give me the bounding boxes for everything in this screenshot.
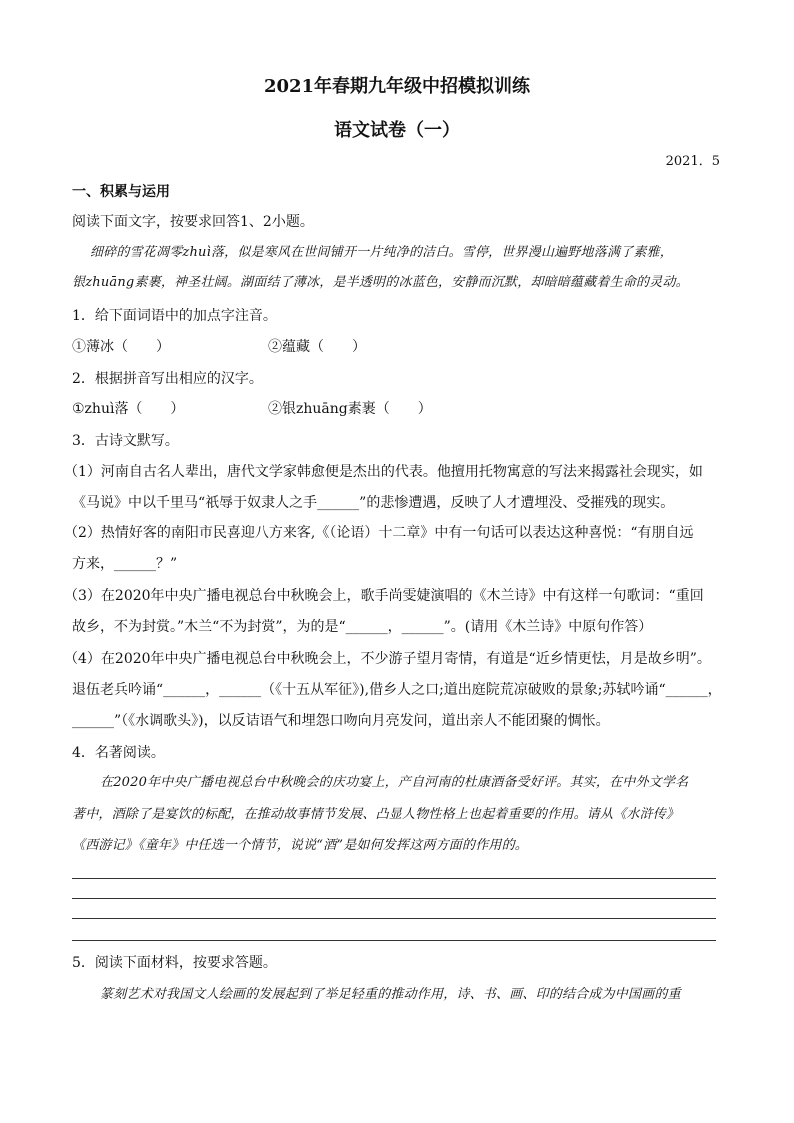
question-3-part-4: （4）在2020年中央广播电视总台中秋晚会上，不少游子望月寄情，有道是“近乡情更怯，月是故乡明”。 [64,651,711,667]
answer-line[interactable] [72,878,716,879]
question-2-option-b: ②银zhuāng素裹（ ） [268,401,432,417]
question-4-text: 《西游记》《童年》中任选一个情节，说说“酒”是如何发挥这两方面的作用的。 [72,838,528,853]
question-3-part-1: （1）河南自古名人辈出，唐代文学家韩愈便是杰出的代表。他擅用托物寓意的写法来揭露社会现实，如 [64,464,703,480]
question-3-part-1: 《马说》中以千里马“祇辱于奴隶人之手______”的悲惨遭遇，反映了人才遭埋没、受摧残的现实。 [72,495,675,511]
question-5-text: 篆刻艺术对我国文人绘画的发展起到了举足轻重的推动作用，诗、书、画、印的结合成为中国画的重 [100,987,681,1002]
question-3-part-2: 方来，______？” [72,556,178,572]
question-1-option-b: ②蕴藏（ ） [268,339,366,355]
passage-line: 银zhuāng素裹，神圣壮阔。湖面结了薄冰，是半透明的冰蓝色，安静而沉默，却暗暗蕴藏着生命的灵动。 [72,275,689,290]
answer-line[interactable] [72,940,716,941]
answer-line[interactable] [72,898,716,899]
reading-instruction: 阅读下面文字，按要求回答1、2小题。 [72,214,314,230]
question-4-text: 在2020年中央广播电视总台中秋晚会的庆功宴上，产自河南的杜康酒备受好评。其实，在中外文学名 [100,775,689,790]
question-3-stem: 3．古诗文默写。 [72,433,179,449]
question-1-option-a: ①薄冰（ ） [72,339,170,355]
question-3-part-2: （2）热情好客的南阳市民喜迎八方来客,《（论语）十二章》中有一句话可以表达这种喜悦：“有朋自远 [64,525,694,541]
question-2-stem: 2．根据拼音写出相应的汉字。 [72,371,263,387]
passage-line: 细碎的雪花凋零zhuì落，似是寒风在世间铺开一片纯净的洁白。雪停，世界漫山遍野地落满了素雅， [90,245,673,260]
page-subtitle: 语文试卷（一） [334,120,460,141]
question-3-part-3: （3）在2020年中央广播电视总台中秋晚会上，歌手尚雯婕演唱的《木兰诗》中有这样一句歌词：“重回 [64,588,704,604]
question-3-part-4: 退伍老兵吟诵“______，______（《十五从军征》),借乡人之口;道出庭院荒凉破败的景象;苏轼吟诵“______， [72,682,722,698]
section-heading: 一、积累与运用 [72,184,170,200]
page-title: 2021年春期九年级中招模拟训练 [263,76,531,97]
exam-date: 2021．5 [665,154,720,169]
question-3-part-3: 故乡，不为封赏。”木兰“不为封赏”，为的是“______，______”。(请用《木兰诗》中原句作答） [72,619,653,635]
question-4-text: 著中，酒除了是宴饮的标配，在推动故事情节发展、凸显人物性格上也起着重要的作用。请从《水浒传》 [72,807,680,822]
question-2-option-a: ①zhuì落（ ） [72,401,185,417]
question-5-stem: 5．阅读下面材料，按要求答题。 [72,955,277,971]
question-3-part-4: ______”（《水调歌头》)，以反诘语气和埋怨口吻向月亮发问，道出亲人不能团聚的惆怅。 [72,713,610,729]
question-4-stem: 4．名著阅读。 [72,745,165,761]
question-1-stem: 1．给下面词语中的加点字注音。 [72,308,277,324]
answer-line[interactable] [72,918,716,919]
